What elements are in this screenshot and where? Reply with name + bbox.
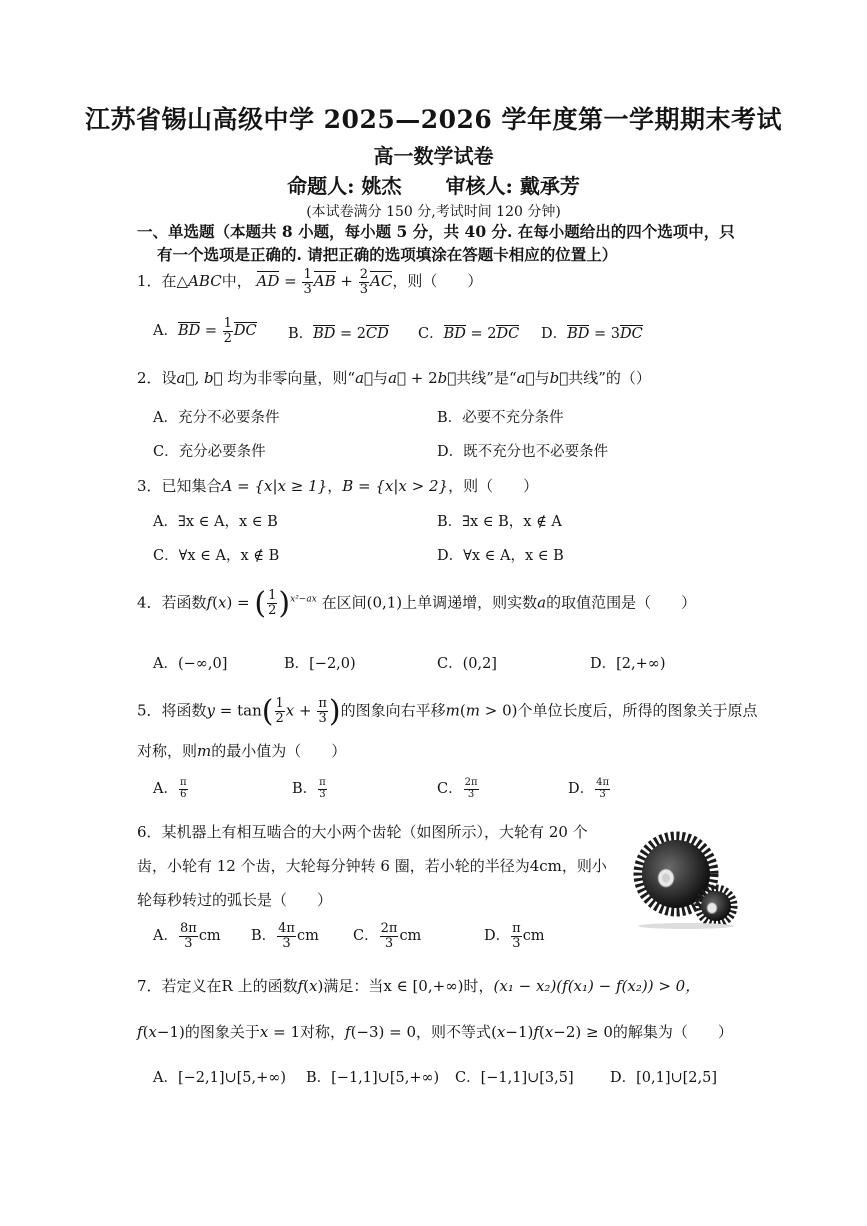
exam-authors xyxy=(0,170,867,199)
q6-stem-line1: 6．某机器上有相互啮合的大小两个齿轮（如图所示），大轮有 20 个 xyxy=(137,823,588,841)
section-heading-cont: 有一个选项是正确的. 请把正确的选项填涂在答题卡相应的位置上） xyxy=(157,245,618,264)
q5-option-c[interactable]: C． $\frac{2\pi}{3}$ xyxy=(437,777,478,800)
q6-option-d[interactable]: D． $\frac{\pi}{3}$ cm xyxy=(484,921,545,951)
q5-option-a[interactable]: A． $\frac{\pi}{6}$ xyxy=(153,777,187,800)
q2-option-b[interactable]: B．必要不充分条件 xyxy=(437,410,564,426)
q6-stem-line2: 齿，小轮有 12 个齿，大轮每分钟转 6 圈，若小轮的半径为4cm，则小 xyxy=(137,857,607,875)
q7-option-c[interactable]: C．[−1,1]∪[3,5] xyxy=(455,1070,574,1086)
q1-option-b[interactable]: B．BD = 2CD xyxy=(288,326,389,342)
q2-stem: 2．设a⃗, b⃗ 均为非零向量，则“a⃗与a⃗ + 2b⃗共线”是“a⃗与b⃗共线”的（） xyxy=(137,369,651,387)
q6-option-c[interactable]: C． $\frac{2\pi}{3}$ cm xyxy=(353,921,422,951)
q4-stem: 4．若函数f(x) = ( $\frac{1}{2}$ )$^{x^2-ax}$ 在区间(0,1)上单调递增，则实数a的取值范围是（ ） xyxy=(137,586,697,621)
q3-option-c[interactable]: C．∀x ∈ A，x ∉ B xyxy=(153,548,280,564)
q1-option-c[interactable]: C．BD = 2DC xyxy=(418,326,520,342)
exam-note: (本试卷满分 150 分,考试时间 120 分钟) xyxy=(306,204,561,220)
q1-option-d[interactable]: D．BD = 3DC xyxy=(541,326,643,342)
q2-option-c[interactable]: C．充分必要条件 xyxy=(153,444,266,460)
q4-option-a[interactable]: A．(−∞,0] xyxy=(153,656,228,672)
q7-option-b[interactable]: B．[−1,1]∪[5,+∞) xyxy=(306,1070,440,1086)
q4-option-d[interactable]: D．[2,+∞) xyxy=(590,656,666,672)
q2-option-a[interactable]: A．充分不必要条件 xyxy=(153,410,280,426)
exam-title: 江苏省锡山高级中学 2025—2026 学年度第一学期期末考试 xyxy=(84,105,783,134)
gears-illustration xyxy=(626,826,742,930)
q7-option-d[interactable]: D．[0,1]∪[2,5] xyxy=(610,1070,718,1086)
q5-option-b[interactable]: B． $\frac{\pi}{3}$ xyxy=(292,777,326,800)
q6-option-a[interactable]: A． $\frac{8\pi}{3}$ cm xyxy=(153,921,221,951)
q4-option-c[interactable]: C．(0,2] xyxy=(437,656,497,672)
q7-option-a[interactable]: A．[−2,1]∪[5,+∞) xyxy=(153,1070,287,1086)
q6-option-b[interactable]: B． $\frac{4\pi}{3}$ cm xyxy=(251,921,319,951)
author-label: 命题人: 姚杰 xyxy=(287,174,402,198)
q1-option-a[interactable]: A．BD = $\frac{1}{2}$ DC xyxy=(153,316,257,346)
q3-option-a[interactable]: A．∃x ∈ A，x ∈ B xyxy=(153,514,278,530)
q3-option-d[interactable]: D．∀x ∈ A，x ∈ B xyxy=(437,548,564,564)
q2-option-d[interactable]: D．既不充分也不必要条件 xyxy=(437,444,609,460)
q7-stem-line1: 7．若定义在R 上的函数f(x)满足：当x ∈ [0,+∞)时，(x₁ − x₂)(f(x₁) − f(x₂)) > 0， xyxy=(137,977,701,995)
exam-subtitle: 高一数学试卷 xyxy=(373,144,494,168)
q3-stem: 3．已知集合A = {x|x ≥ 1}，B = {x|x > 2}，则（ ） xyxy=(137,477,539,495)
q5-option-d[interactable]: D． $\frac{4\pi}{3}$ xyxy=(568,777,610,800)
q6-stem-line3: 轮每秒转过的弧长是（ ） xyxy=(137,891,333,909)
q1-stem: 1．在△ABC中， AD = $\frac{1}{3}$ AB + $\frac{2}{3}$ AC，则（ ） xyxy=(137,267,483,297)
q5-stem: 5．将函数y = tan( $\frac{1}{2}$ x + $\frac{\pi}{3}$ )的图象向右平移m(m > 0)个单位长度后，所得的图象关于原点 xyxy=(137,694,758,729)
reviewer-label: 审核人: 戴承芳 xyxy=(445,174,580,198)
q4-option-b[interactable]: B．[−2,0) xyxy=(284,656,356,672)
q7-stem-line2: f(x−1)的图象关于x = 1对称，f(−3) = 0，则不等式(x−1)f(x−2) ≥ 0的解集为（ ） xyxy=(137,1023,733,1041)
q5-stem-cont: 对称，则m的最小值为（ ） xyxy=(137,742,347,760)
section-heading: 一、单选题（本题共 8 小题，每小题 5 分，共 40 分. 在每小题给出的四个选项中，只 xyxy=(137,222,735,241)
q3-option-b[interactable]: B．∃x ∈ B，x ∉ A xyxy=(437,514,562,530)
